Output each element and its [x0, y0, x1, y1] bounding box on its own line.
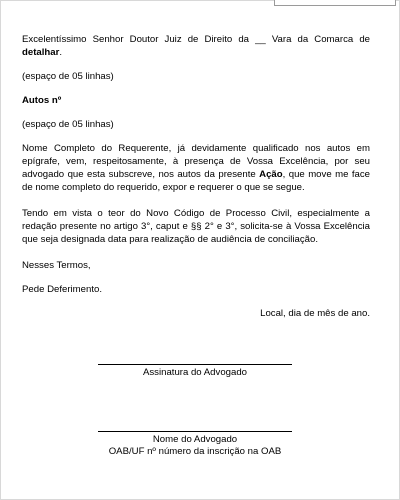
paragraph-1-start: Nome Completo do Requerente, já devidamente qualificado nos autos em epígrafe, vem, respeitosamente, à presença de Vossa Excelência, por seu advogado que esta subscreve, nos autos da presente: [22, 143, 370, 180]
signature-block-2: [98, 431, 292, 458]
addressee-line: [22, 33, 370, 59]
autos-label: Autos nº: [22, 95, 62, 106]
paragraph-2: Tendo em vista o teor do Novo Código de Processo Civil, especialmente a redação presente no artigo 3°, caput e §§ 2° e 3°, solicita-se à Vossa Excelência que seja designada data para realização de audiência de conciliação.: [22, 208, 370, 245]
addressee-text: Excelentíssimo Senhor Doutor Juiz de Direito da __ Vara da Comarca de: [22, 34, 370, 45]
signature-line-2: [98, 431, 292, 432]
closing-1: Nesses Termos,: [22, 260, 91, 271]
addressee-end: .: [59, 47, 62, 58]
signature-line-1: [98, 364, 292, 365]
paragraph-1-end: , que move me face de nome completo do requerido, expor e requerer o que se segue.: [22, 169, 370, 193]
signature-block-1: [98, 364, 292, 379]
addressee-bold: detalhar: [22, 47, 60, 58]
signature-label: Assinatura do Advogado: [142, 367, 247, 378]
paragraph-1: [22, 142, 370, 194]
spacer-note-1: (espaço de 05 linhas): [22, 71, 114, 82]
place-date: Local, dia de mês de ano.: [260, 308, 370, 319]
closing-2: Pede Deferimento.: [22, 284, 102, 295]
paragraph-1-bold: Ação: [259, 169, 283, 180]
corner-tab: [274, 0, 396, 6]
lawyer-oab: OAB/UF nº número da inscrição na OAB: [108, 446, 282, 457]
document-body: [22, 33, 370, 320]
spacer-note-2: (espaço de 05 linhas): [22, 119, 114, 130]
lawyer-name: Nome do Advogado: [152, 434, 238, 445]
